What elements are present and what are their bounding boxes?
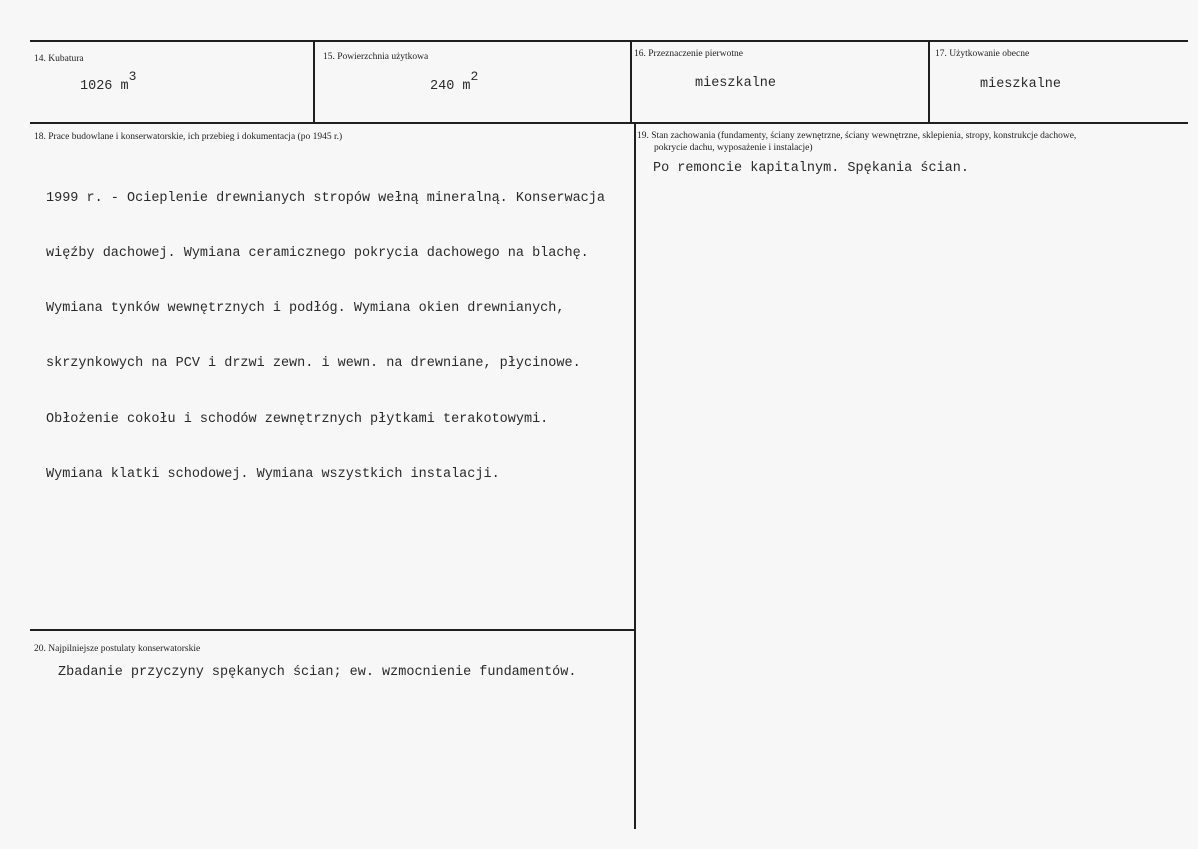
field-14-value — [80, 69, 137, 94]
field-16-label: 16. Przeznaczenie pierwotne — [634, 49, 743, 59]
field-14-unit: m — [120, 79, 129, 94]
field-15-value — [430, 69, 479, 94]
field-20-label: 20. Najpilniejsze postulaty konserwatorskie — [34, 644, 201, 654]
field-18-line: Wymiana klatki schodowej. Wymiana wszystkich instalacji. — [46, 466, 500, 482]
field-16-value: mieszkalne — [695, 76, 777, 91]
divider-15-16 — [630, 41, 632, 123]
divider-14-15 — [313, 41, 315, 123]
field-19-label-line-1: 19. Stan zachowania (fundamenty, ściany zewnętrzne, ściany wewnętrzne, sklepienia, stropy, konstrukcje dachowe, — [637, 131, 1077, 141]
field-19-label-line-2: pokrycie dachu, wyposażenie i instalacje) — [654, 143, 813, 153]
main-vertical-divider — [634, 123, 636, 829]
field-15-unit: m — [462, 79, 471, 94]
field-14-label: 14. Kubatura — [34, 54, 84, 64]
field-20-value: Zbadanie przyczyny spękanych ścian; ew. wzmocnienie fundamentów. — [58, 665, 577, 680]
field-15-exponent: 2 — [470, 69, 479, 84]
row-divider-line — [30, 122, 1188, 124]
field-18-line: skrzynkowych na PCV i drzwi zewn. i wewn. na drewniane, płycinowe. — [46, 356, 581, 372]
field-18-line: Obłożenie cokołu i schodów zewnętrznych płytkami terakotowymi. — [46, 411, 549, 427]
field-18-line: 1999 r. - Ocieplenie drewnianych stropów wełną mineralną. Konserwacja — [46, 190, 605, 206]
divider-16-17 — [928, 41, 930, 123]
field-14-exponent: 3 — [128, 69, 137, 84]
field-17-label: 17. Użytkowanie obecne — [935, 49, 1030, 59]
field-18-text — [46, 153, 605, 521]
field-15-number: 240 — [430, 79, 455, 94]
field-15-label: 15. Powierzchnia użytkowa — [323, 52, 429, 62]
field-19-value: Po remoncie kapitalnym. Spękania ścian. — [653, 161, 969, 176]
field-14-number: 1026 — [80, 79, 113, 94]
top-border-line — [30, 40, 1188, 42]
field-20-top-line — [30, 629, 636, 631]
field-17-value: mieszkalne — [980, 77, 1062, 92]
field-18-line: więźby dachowej. Wymiana ceramicznego pokrycia dachowego na blachę. — [46, 246, 589, 262]
field-18-line: Wymiana tynków wewnętrznych i podłóg. Wymiana okien drewnianych, — [46, 301, 565, 317]
field-18-label: 18. Prace budowlane i konserwatorskie, ich przebieg i dokumentacja (po 1945 r.) — [34, 132, 343, 142]
